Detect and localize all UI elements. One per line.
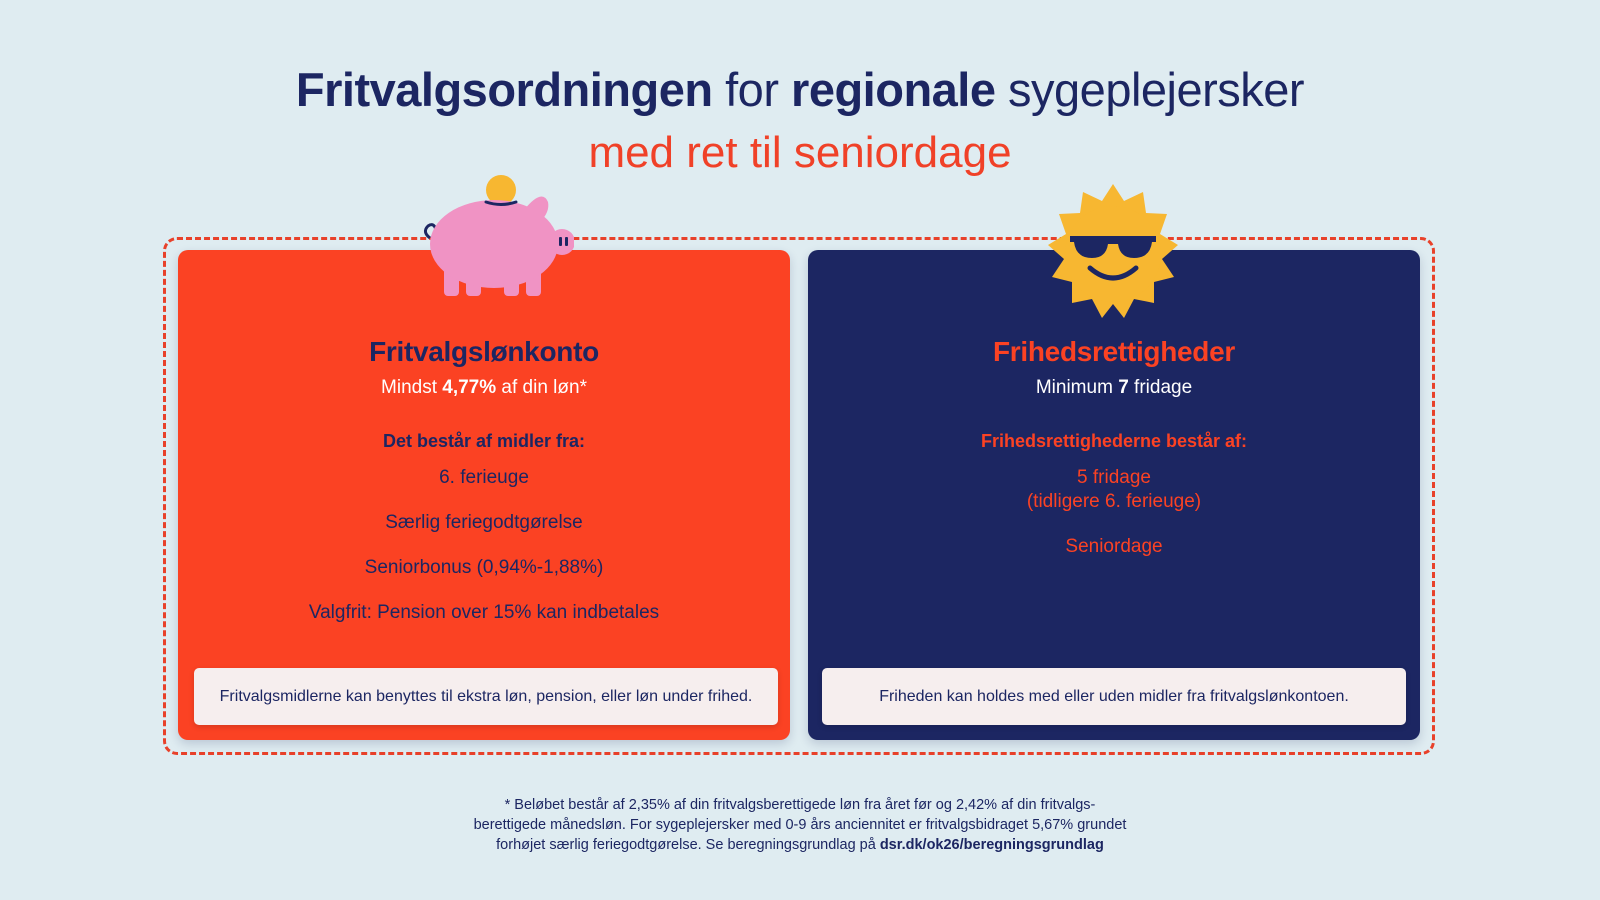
sub-suffix: fridage [1128, 377, 1193, 398]
piggy-bank-icon [414, 172, 574, 306]
title-light-1: for [712, 63, 792, 116]
sub-prefix: Minimum [1035, 377, 1119, 398]
title-light-2: sygeplejersker [995, 63, 1305, 116]
title-bold-1: Fritvalgsordningen [295, 63, 713, 116]
sub-value: 4,77% [442, 377, 497, 398]
list-item: 6. ferieuge [439, 467, 529, 488]
list-item: 5 fridage [1077, 467, 1151, 488]
list-item: Valgfrit: Pension over 15% kan indbetales [308, 602, 660, 623]
footnote [430, 795, 1170, 855]
beregningsgrundlag-link[interactable]: dsr.dk/ok26/beregningsgrundlag [879, 837, 1104, 853]
card-title: Frihedsrettigheder [993, 336, 1235, 367]
card-subtitle [808, 377, 1420, 399]
list-item: Seniordage [1065, 536, 1163, 557]
footnote-line-text: forhøjet særlig feriegodtgørelse. Se beregningsgrundlag på [496, 837, 880, 853]
card-heading: Det består af midler fra: [382, 431, 586, 451]
title-bold-2: regionale [791, 63, 996, 116]
page-subtitle: med ret til seniordage [588, 128, 1012, 177]
list-item: (tidligere 6. ferieuge) [1026, 491, 1202, 512]
card-title: Fritvalgslønkonto [369, 336, 599, 367]
info-note: Friheden kan holdes med eller uden midler fra fritvalgslønkontoen. [822, 668, 1406, 725]
fritvalgslonkonto-card [178, 250, 790, 740]
card-heading: Frihedsrettighederne består af: [980, 431, 1248, 451]
sun-with-sunglasses-icon [1040, 184, 1186, 330]
page-title [0, 62, 1600, 118]
footnote-line [430, 835, 1170, 855]
list-item: Seniorbonus (0,94%-1,88%) [364, 557, 604, 578]
info-note: Fritvalgsmidlerne kan benyttes til ekstra løn, pension, eller løn under frihed. [194, 668, 778, 725]
footnote-line: * Beløbet består af 2,35% af din fritvalgsberettigede løn fra året før og 2,42% af din fritvalgs- [504, 797, 1096, 813]
sub-value: 7 [1118, 377, 1129, 398]
sub-suffix: af din løn* [496, 377, 587, 398]
sub-prefix: Mindst [381, 377, 443, 398]
card-subtitle [178, 377, 790, 399]
list-item: Særlig feriegodtgørelse [385, 512, 583, 533]
footnote-line: berettigede månedsløn. For sygeplejersker med 0-9 års anciennitet er fritvalgsbidraget 5,67% grundet [473, 817, 1127, 833]
